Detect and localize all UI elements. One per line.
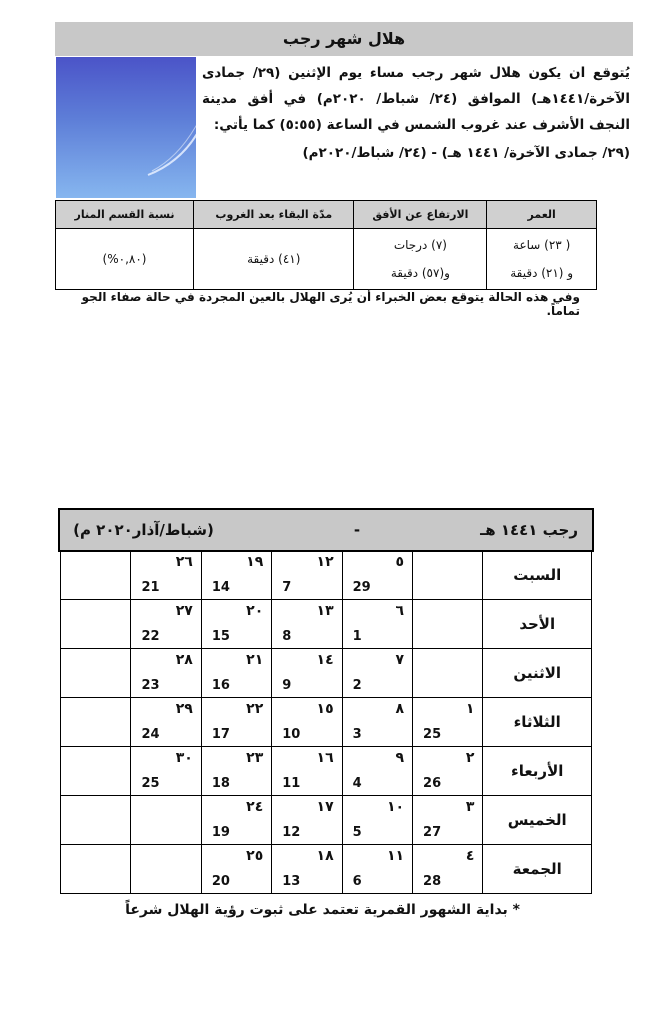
crescent-icon <box>56 57 196 198</box>
altitude-degrees: (٧) درجات <box>393 238 447 252</box>
gregorian-date: 29 <box>352 580 371 595</box>
calendar-cell <box>201 845 271 894</box>
hijri-date: ٥ <box>395 554 405 570</box>
gregorian-date: 17 <box>211 727 230 742</box>
gregorian-date: 16 <box>211 678 230 693</box>
hijri-date: ١٧ <box>316 799 334 815</box>
calendar-cell <box>131 796 201 845</box>
gregorian-date: 14 <box>211 580 230 595</box>
hijri-date: ١٢ <box>316 554 334 570</box>
calendar-cell <box>272 649 342 698</box>
gregorian-date: 28 <box>423 874 442 889</box>
hijri-date: ٢ <box>465 750 475 766</box>
calendar-cell <box>201 551 271 600</box>
moon-data-table <box>55 200 597 290</box>
calendar-day-name: السبت <box>483 551 592 600</box>
cell-altitude <box>354 229 487 290</box>
calendar-row <box>61 845 592 894</box>
hijri-date: ٢٩ <box>175 701 193 717</box>
calendar-cell <box>272 600 342 649</box>
hijri-date: ٤ <box>465 848 475 864</box>
altitude-minutes: و(٥٧) دقيقة <box>390 266 450 280</box>
hijri-date: ٣ <box>465 799 475 815</box>
calendar-cell <box>413 698 483 747</box>
calendar-cell <box>131 698 201 747</box>
calendar-cell <box>201 747 271 796</box>
calendar-cell <box>201 649 271 698</box>
calendar-dash: - <box>353 521 361 539</box>
calendar-cell <box>131 600 201 649</box>
calendar-cell <box>413 845 483 894</box>
hijri-date: ١٥ <box>316 701 334 717</box>
calendar-cell <box>413 649 483 698</box>
gregorian-date: 25 <box>423 727 442 742</box>
calendar-cell <box>342 796 412 845</box>
calendar-cell <box>272 747 342 796</box>
calendar-cell <box>272 698 342 747</box>
calendar-cell <box>413 796 483 845</box>
hijri-date: ١٤ <box>316 652 334 668</box>
gregorian-date: 21 <box>141 580 160 595</box>
header-illumination: نسبة القسم المنار <box>56 201 194 229</box>
gregorian-date: 1 <box>352 629 362 644</box>
header-duration: مدّة البقاء بعد الغروب <box>194 201 354 229</box>
hijri-date: ١٨ <box>316 848 334 864</box>
age-hours: ( ٢٣) ساعة <box>513 238 571 252</box>
calendar-row <box>61 600 592 649</box>
calendar-cell <box>61 600 131 649</box>
calendar-cell <box>272 845 342 894</box>
gregorian-date: 23 <box>141 678 160 693</box>
calendar-row <box>61 796 592 845</box>
gregorian-date: 4 <box>352 776 362 791</box>
calendar-cell <box>201 796 271 845</box>
calendar-greg-label: (شباط/آذار٢٠٢٠ م) <box>73 521 214 539</box>
gregorian-date: 3 <box>352 727 362 742</box>
gregorian-date: 25 <box>141 776 160 791</box>
gregorian-date: 8 <box>282 629 292 644</box>
calendar-cell <box>342 698 412 747</box>
calendar-row <box>61 698 592 747</box>
calendar-cell <box>131 649 201 698</box>
footer-note: * بداية الشهور القمرية تعتمد على ثبوت رؤية الهلال شرعاً <box>125 902 520 918</box>
calendar-cell <box>272 551 342 600</box>
hijri-date: ٢٨ <box>175 652 193 668</box>
gregorian-date: 2 <box>352 678 362 693</box>
calendar-hijri-label: رجب ١٤٤١ هـ <box>480 521 578 539</box>
crescent-moon-image <box>56 57 196 198</box>
gregorian-date: 13 <box>282 874 301 889</box>
calendar-day-name: الجمعة <box>483 845 592 894</box>
hijri-date: ٢٠ <box>246 603 264 619</box>
cell-duration: (٤١) دقيقة <box>194 229 354 290</box>
cell-illumination: (٠,٨٠%) <box>56 229 194 290</box>
calendar-cell <box>413 551 483 600</box>
gregorian-date: 22 <box>141 629 160 644</box>
calendar-day-name: الثلاثاء <box>483 698 592 747</box>
page-title: هلال شهر رجب <box>55 22 633 56</box>
hijri-date: ١٣ <box>316 603 334 619</box>
calendar-cell <box>413 600 483 649</box>
intro-paragraph: يُتوقع ان يكون هلال شهر رجب مساء يوم الإثنين (٢٩/ جمادى الآخرة/١٤٤١هـ) الموافق (٢٤/ شباط/ ٢٠٢٠م) في أفق مدينة النجف الأشرف عند غروب الشمس في الساعة (٥:٥٥) كما يأتي: <box>202 65 631 133</box>
visibility-note: وفي هذه الحالة يتوقع بعض الخبراء أن يُرى الهلال بالعين المجردة في حالة صفاء الجو تماماً. <box>81 290 580 318</box>
calendar-table <box>60 550 592 894</box>
calendar-cell <box>413 747 483 796</box>
calendar-cell <box>61 698 131 747</box>
calendar-row <box>61 649 592 698</box>
intro-text <box>202 60 630 166</box>
gregorian-date: 18 <box>211 776 230 791</box>
calendar-cell <box>61 551 131 600</box>
gregorian-date: 10 <box>282 727 301 742</box>
hijri-date: ٢٦ <box>175 554 193 570</box>
calendar-cell <box>61 845 131 894</box>
calendar-row <box>61 551 592 600</box>
hijri-date: ٧ <box>395 652 405 668</box>
gregorian-date: 19 <box>211 825 230 840</box>
calendar-cell <box>342 747 412 796</box>
intro-dates: (٢٩/ جمادى الآخرة/ ١٤٤١ هـ) - (٢٤/ شباط/٢٠٢٠م) <box>302 145 630 161</box>
calendar-cell <box>201 698 271 747</box>
calendar-cell <box>131 845 201 894</box>
hijri-date: ٢١ <box>246 652 264 668</box>
gregorian-date: 5 <box>352 825 362 840</box>
calendar-header <box>58 508 594 552</box>
age-minutes: و (٢١) دقيقة <box>510 266 574 280</box>
hijri-date: ١٦ <box>316 750 334 766</box>
hijri-date: ٨ <box>395 701 405 717</box>
hijri-date: ٩ <box>395 750 405 766</box>
hijri-date: ٢٣ <box>246 750 264 766</box>
calendar-cell <box>61 747 131 796</box>
hijri-date: ٣٠ <box>175 750 193 766</box>
hijri-date: ٢٢ <box>246 701 264 717</box>
gregorian-date: 24 <box>141 727 160 742</box>
hijri-date: ٢٥ <box>246 848 264 864</box>
hijri-date: ١٩ <box>246 554 264 570</box>
hijri-date: ٢٧ <box>175 603 193 619</box>
calendar-day-name: الخميس <box>483 796 592 845</box>
gregorian-date: 7 <box>282 580 292 595</box>
calendar-row <box>61 747 592 796</box>
hijri-date: ١١ <box>386 848 405 864</box>
header-age: العمر <box>487 201 597 229</box>
gregorian-date: 20 <box>211 874 230 889</box>
gregorian-date: 11 <box>282 776 301 791</box>
calendar-day-name: الاثنين <box>483 649 592 698</box>
cell-age <box>487 229 597 290</box>
gregorian-date: 12 <box>282 825 301 840</box>
calendar-cell <box>342 600 412 649</box>
hijri-date: ١ <box>465 701 475 717</box>
hijri-date: ٢٤ <box>246 799 264 815</box>
calendar-cell <box>131 551 201 600</box>
calendar-cell <box>342 845 412 894</box>
calendar-cell <box>201 600 271 649</box>
gregorian-date: 26 <box>423 776 442 791</box>
calendar-cell <box>131 747 201 796</box>
gregorian-date: 27 <box>423 825 442 840</box>
gregorian-date: 15 <box>211 629 230 644</box>
calendar-cell <box>342 649 412 698</box>
header-altitude: الارتفاع عن الأفق <box>354 201 487 229</box>
hijri-date: ٦ <box>395 603 405 619</box>
calendar-day-name: الأربعاء <box>483 747 592 796</box>
calendar-cell <box>61 796 131 845</box>
calendar-cell <box>342 551 412 600</box>
hijri-date: ١٠ <box>386 799 405 815</box>
gregorian-date: 6 <box>352 874 362 889</box>
calendar-cell <box>272 796 342 845</box>
calendar-cell <box>61 649 131 698</box>
calendar-day-name: الأحد <box>483 600 592 649</box>
gregorian-date: 9 <box>282 678 292 693</box>
